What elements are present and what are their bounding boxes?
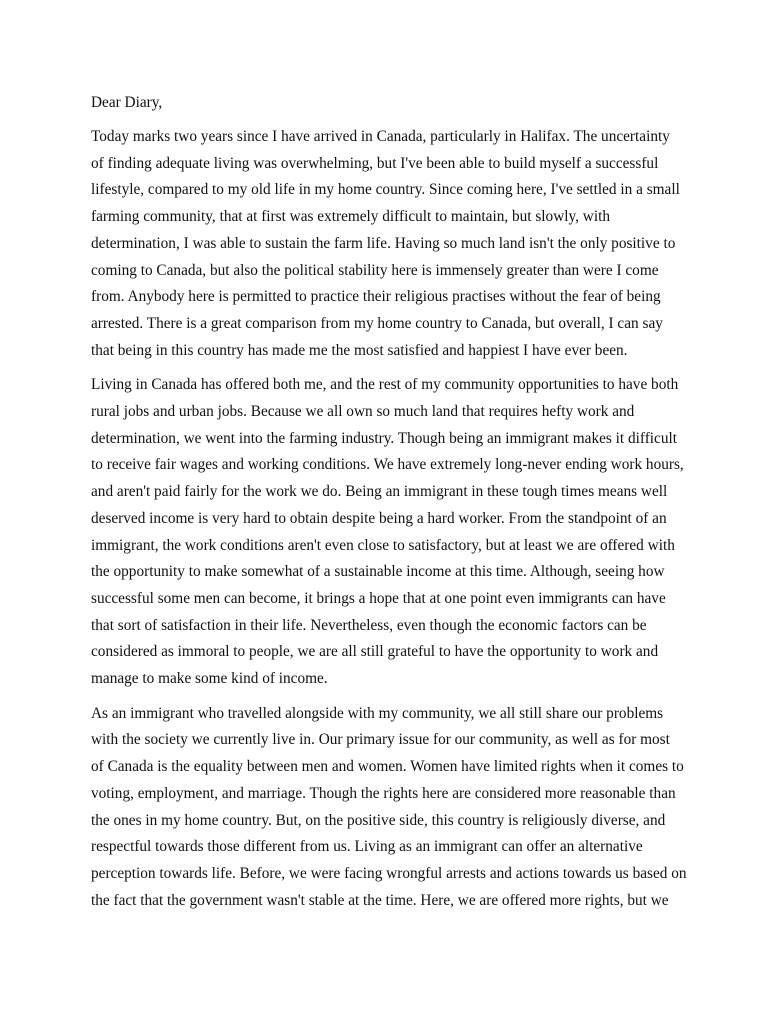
text-line: considered as immoral to people, we are all still grateful to have the opportunity to work and — [91, 643, 659, 661]
text-line: deserved income is very hard to obtain despite being a hard worker. From the standpoint of an — [91, 509, 667, 527]
text-line: and aren't paid fairly for the work we do. Being an immigrant in these tough times means well — [91, 483, 668, 501]
salutation: Dear Diary, — [91, 94, 163, 111]
text-line: voting, employment, and marriage. Though the rights here are considered more reasonable than — [91, 784, 676, 802]
text-line: lifestyle, compared to my old life in my home country. Since coming here, I've settled in a small — [91, 181, 680, 199]
text-line: rural jobs and urban jobs. Because we all own so much land that requires hefty work and — [91, 403, 635, 421]
text-line: that sort of satisfaction in their life. Nevertheless, even though the economic factors can be — [91, 616, 647, 634]
text-line: farming community, that at first was extremely difficult to maintain, but slowly, with — [91, 208, 611, 226]
text-line: Living in Canada has offered both me, and the rest of my community opportunities to have both — [91, 376, 679, 394]
text-line: Today marks two years since I have arrived in Canada, particularly in Halifax. The uncertainty — [91, 128, 670, 145]
text-line: to receive fair wages and working conditions. We have extremely long-never ending work hours, — [91, 456, 684, 474]
text-line: the opportunity to make somewhat of a sustainable income at this time. Although, seeing how — [91, 563, 665, 581]
text-line: the fact that the government wasn't stable at the time. Here, we are offered more rights, but we — [91, 891, 669, 909]
text-line: perception towards life. Before, we were facing wrongful arrests and actions towards us based on — [91, 864, 687, 882]
text-line: manage to make some kind of income. — [91, 670, 328, 688]
text-line: successful some men can become, it brings a hope that at one point even immigrants can have — [91, 589, 666, 607]
text-line: coming to Canada, but also the political stability here is immensely greater than were I come — [91, 261, 659, 279]
paragraph-2 — [91, 372, 691, 692]
text-line: respectful towards those different from us. Living as an immigrant can offer an alternative — [91, 838, 643, 856]
diary-page — [91, 90, 691, 922]
paragraph-1 — [91, 124, 691, 364]
text-line: As an immigrant who travelled alongside with my community, we all still share our problems — [91, 704, 664, 722]
text-line: determination, we went into the farming industry. Though being an immigrant makes it difficult — [91, 429, 677, 447]
paragraph-3 — [91, 701, 691, 915]
text-line: from. Anybody here is permitted to practice their religious practises without the fear of being — [91, 288, 661, 306]
text-line: of Canada is the equality between men and women. Women have limited rights when it comes to — [91, 758, 684, 776]
text-line: of finding adequate living was overwhelming, but I've been able to build myself a successful — [91, 154, 659, 172]
text-line: the ones in my home country. But, on the positive side, this country is religiously diverse, and — [91, 811, 666, 829]
text-line: immigrant, the work conditions aren't even close to satisfactory, but at least we are offered with — [91, 536, 675, 554]
text-line: determination, I was able to sustain the farm life. Having so much land isn't the only positive to — [91, 234, 676, 252]
text-line: with the society we currently live in. Our primary issue for our community, as well as for most — [91, 731, 670, 749]
text-line: that being in this country has made me the most satisfied and happiest I have ever been. — [91, 341, 628, 359]
text-line: arrested. There is a great comparison from my home country to Canada, but overall, I can say — [91, 314, 663, 332]
